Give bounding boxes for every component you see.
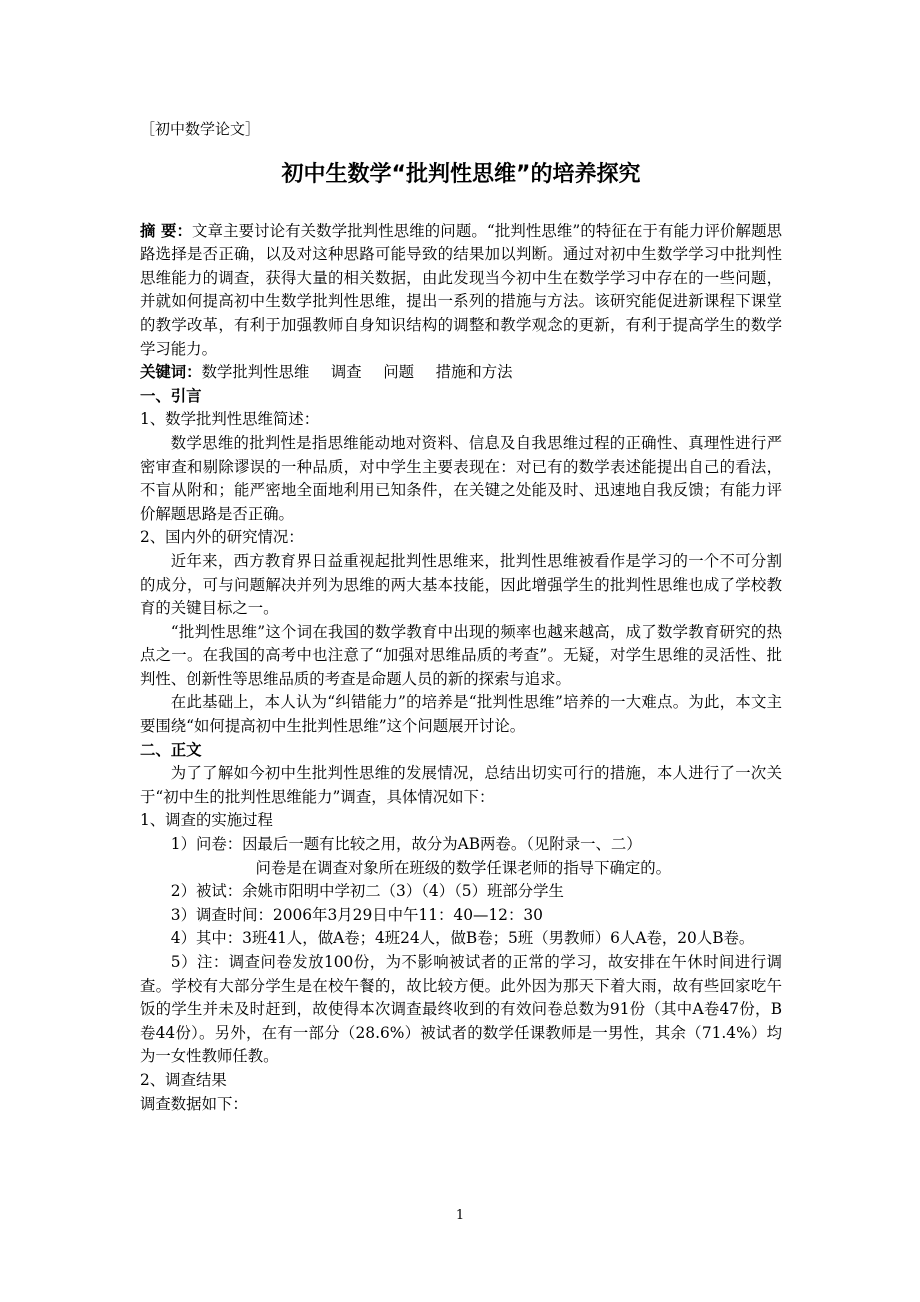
abstract <box>140 220 782 362</box>
subheading: 2、国内外的研究情况： <box>140 528 304 547</box>
list-item: 2）被试：余姚市阳明中学初二（3）（4）（5）班部分学生 <box>170 882 564 901</box>
heading-main: 二、正文 <box>140 740 202 759</box>
keyword: 问题 <box>383 363 415 382</box>
keyword: 措施和方法 <box>435 363 513 382</box>
page-number: 1 <box>455 1208 465 1223</box>
document-body <box>140 112 782 1116</box>
heading-introduction: 一、引言 <box>140 386 202 405</box>
subheading: 1、调查的实施过程 <box>140 811 273 830</box>
subheading: 调查数据如下： <box>140 1094 248 1113</box>
paper-tag: ［初中数学论文］ <box>140 120 261 138</box>
page-title: 初中生数学“批判性思维”的培养探究 <box>281 161 641 187</box>
paragraph: “批判性思维”这个词在我国的数学教育中出现的频率也越来越高，成了数学教育研究的热点之一。在我国的高考中也注意了“加强对思维品质的考查”。无疑，对学生思维的灵活性、批判性、创新性等思维品质的考查是命题人员的新的探索与追求。 <box>140 622 782 688</box>
subheading: 2、调查结果 <box>140 1070 227 1089</box>
list-item: 5）注：调查问卷发放100份，为不影响被试者的正常的学习，故安排在午休时间进行调查。学校有大部分学生是在校午餐的，故比较方便。此外因为那天下着大雨，故有些回家吃午饭的学生并未及时赶到，故使得本次调查最终收到的有效问卷总数为91份（其中A卷47份，B卷44份）。另外，在有一部分（28.6%）被试者的数学任课教师是一男性，其余（71.4%）均为一女性教师任教。 <box>140 953 782 1066</box>
paragraph: 为了了解如今初中生批判性思维的发展情况，总结出切实可行的措施，本人进行了一次关于“初中生的批判性思维能力”调查，具体情况如下： <box>140 764 782 806</box>
paragraph: 近年来，西方教育界日益重视起批判性思维来，批判性思维被看作是学习的一个不可分割的成分，可与问题解决并列为思维的两大基本技能，因此增强学生的批判性思维也成了学校教育的关键目标之一。 <box>140 551 782 618</box>
paragraph: 数学思维的批判性是指思维能动地对资料、信息及自我思维过程的正确性、真理性进行严密审查和剔除谬误的一种品质，对中学生主要表现在：对已有的数学表述能提出自己的看法，不盲从附和；能严密地全面地利用已知条件，在关键之处能及时、迅速地自我反馈；有能力评价解题思路是否正确。 <box>140 433 782 523</box>
keyword: 调查 <box>330 363 362 382</box>
paragraph: 在此基础上，本人认为“纠错能力”的培养是“批判性思维”培养的一大难点。为此，本文主要围绕“如何提高初中生批判性思维”这个问题展开讨论。 <box>140 693 782 736</box>
abstract-label: 摘 要： <box>140 221 193 240</box>
keywords <box>140 361 782 385</box>
keywords-label: 关键词： <box>140 363 202 382</box>
list-item: 4）其中：3班41人，做A卷；4班24人，做B卷；5班（男教师）6人A卷，20人B卷。 <box>170 929 755 948</box>
list-item: 1）问卷：因最后一题有比较之用，故分为AB两卷。（见附录一、二） <box>170 835 642 854</box>
list-item-note: 问卷是在调查对象所在班级的数学任课老师的指导下确定的。 <box>255 858 672 877</box>
list-item: 3）调查时间：2006年3月29日中午11：40—12：30 <box>170 905 543 924</box>
keyword: 数学批判性思维 <box>201 363 310 382</box>
subheading: 1、数学批判性思维简述： <box>140 410 320 429</box>
abstract-text: 文章主要讨论有关数学批判性思维的问题。“批判性思维”的特征在于有能力评价解题思路选择是否正确，以及对这种思路可能导致的结果加以判断。通过对初中生数学学习中批判性思维能力的调查，获得大量的相关数据，由此发现当今初中生在数学学习中存在的一些问题，并就如何提高初中生数学批判性思维，提出一系列的措施与方法。该研究能促进新课程下课堂的教学改革，有利于加强教师自身知识结构的调整和教学观念的更新，有利于提高学生的数学学习能力。 <box>140 221 783 358</box>
